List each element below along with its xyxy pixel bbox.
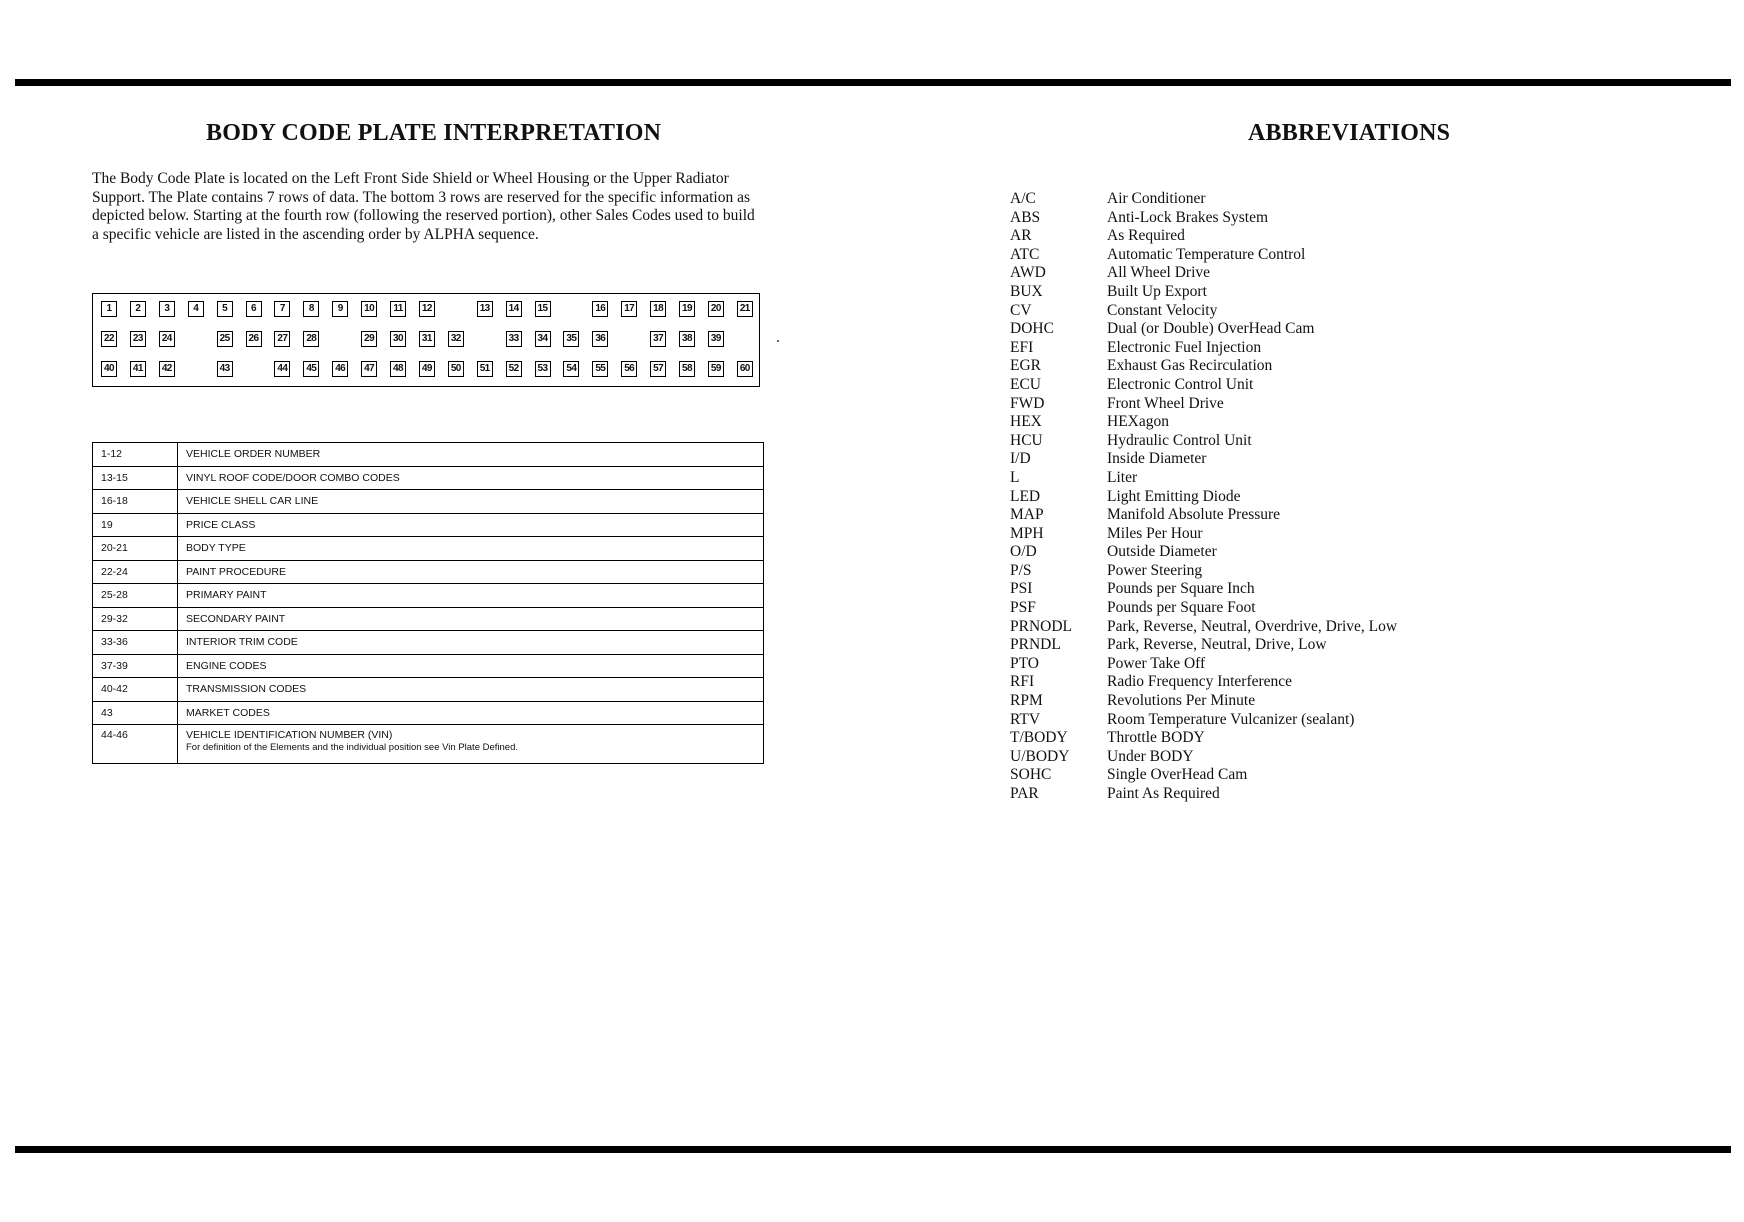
- plate-position-box: 24: [159, 331, 175, 347]
- description-cell: MARKET CODES: [178, 701, 764, 725]
- plate-position-box: 31: [419, 331, 435, 347]
- plate-position-box: 8: [303, 301, 319, 317]
- table-row: [93, 654, 764, 678]
- table-row: [93, 560, 764, 584]
- description-cell: VEHICLE ORDER NUMBER: [178, 443, 764, 467]
- position-range-cell: 19: [93, 513, 178, 537]
- abbreviation-code: PRNODL: [1010, 617, 1073, 635]
- abbreviation-code: ABS: [1010, 208, 1041, 226]
- list-item: [1010, 525, 1397, 544]
- abbreviation-meaning: Radio Frequency Interference: [1107, 673, 1293, 691]
- plate-position-box: 37: [650, 331, 666, 347]
- abbreviation-code: PRNDL: [1010, 636, 1061, 654]
- body-code-plate-diagram: [92, 293, 760, 387]
- list-item: [1010, 302, 1397, 321]
- list-item: [1010, 766, 1397, 785]
- abbreviation-meaning: As Required: [1107, 227, 1185, 245]
- abbreviation-code: AWD: [1010, 264, 1046, 282]
- position-range-cell: 22-24: [93, 560, 178, 584]
- plate-position-box: 18: [650, 301, 666, 317]
- plate-position-box: 48: [390, 361, 406, 377]
- abbreviation-code: ECU: [1010, 375, 1041, 393]
- abbreviation-meaning: Inside Diameter: [1107, 450, 1207, 468]
- abbreviation-code: SOHC: [1010, 766, 1052, 784]
- plate-position-box: 56: [621, 361, 637, 377]
- abbreviation-meaning: Throttle BODY: [1107, 729, 1205, 747]
- abbreviation-meaning: Power Steering: [1107, 561, 1203, 579]
- plate-position-box: 59: [708, 361, 724, 377]
- abbreviation-meaning: Pounds per Square Foot: [1107, 599, 1256, 617]
- abbreviations-title: ABBREVIATIONS: [1248, 120, 1451, 146]
- list-item: [1010, 209, 1397, 228]
- list-item: [1010, 227, 1397, 246]
- abbreviation-meaning: Pounds per Square Inch: [1107, 580, 1255, 598]
- list-item: [1010, 636, 1397, 655]
- plate-position-box: 44: [274, 361, 290, 377]
- abbreviation-code: ATC: [1010, 245, 1040, 263]
- abbreviation-code: A/C: [1010, 190, 1036, 207]
- plate-position-box: 42: [159, 361, 175, 377]
- plate-position-box: 13: [477, 301, 493, 317]
- description-cell: TRANSMISSION CODES: [178, 678, 764, 702]
- plate-position-box: 20: [708, 301, 724, 317]
- list-item: [1010, 283, 1397, 302]
- list-item: [1010, 748, 1397, 767]
- abbreviation-code: U/BODY: [1010, 747, 1070, 765]
- abbreviation-meaning: Park, Reverse, Neutral, Drive, Low: [1107, 636, 1327, 654]
- list-item: [1010, 785, 1397, 804]
- plate-position-box: 55: [592, 361, 608, 377]
- plate-position-box: 5: [217, 301, 233, 317]
- position-range-cell: 37-39: [93, 654, 178, 678]
- table-row: [93, 607, 764, 631]
- abbreviation-meaning: Outside Diameter: [1107, 543, 1217, 561]
- abbreviation-meaning: Park, Reverse, Neutral, Overdrive, Drive, Low: [1107, 617, 1398, 635]
- table-row: [93, 443, 764, 467]
- plate-position-box: 10: [361, 301, 377, 317]
- list-item: [1010, 264, 1397, 283]
- abbreviation-meaning: HEXagon: [1107, 413, 1169, 431]
- abbreviation-meaning: Single OverHead Cam: [1107, 766, 1248, 784]
- list-item: [1010, 413, 1397, 432]
- plate-position-box: 40: [101, 361, 117, 377]
- abbreviation-code: PAR: [1010, 785, 1039, 802]
- plate-position-box: 29: [361, 331, 377, 347]
- list-item: [1010, 190, 1397, 209]
- position-range-cell: 1-12: [93, 443, 178, 467]
- abbreviation-meaning: Constant Velocity: [1107, 301, 1218, 319]
- table-row: [93, 701, 764, 725]
- table-row: [93, 631, 764, 655]
- plate-position-box: 11: [390, 301, 406, 317]
- position-range-cell: 33-36: [93, 631, 178, 655]
- abbreviation-meaning: Hydraulic Control Unit: [1107, 431, 1252, 449]
- abbreviation-meaning: Light Emitting Diode: [1107, 487, 1241, 505]
- abbreviation-meaning: Front Wheel Drive: [1107, 394, 1224, 412]
- plate-position-box: 21: [737, 301, 753, 317]
- list-item: [1010, 450, 1397, 469]
- abbreviation-code: O/D: [1010, 543, 1037, 561]
- position-range-cell: 20-21: [93, 537, 178, 561]
- plate-position-box: 16: [592, 301, 608, 317]
- abbreviation-code: I/D: [1010, 450, 1031, 468]
- plate-position-box: 50: [448, 361, 464, 377]
- abbreviation-meaning: Electronic Control Unit: [1107, 375, 1254, 393]
- plate-position-box: 32: [448, 331, 464, 347]
- plate-position-box: 28: [303, 331, 319, 347]
- plate-position-box: 27: [274, 331, 290, 347]
- abbreviation-code: CV: [1010, 301, 1032, 319]
- position-range-cell: 43: [93, 701, 178, 725]
- list-item: [1010, 711, 1397, 730]
- table-row: [93, 678, 764, 702]
- plate-position-box: 14: [506, 301, 522, 317]
- abbreviation-meaning: Electronic Fuel Injection: [1107, 338, 1262, 356]
- abbreviation-meaning: Air Conditioner: [1107, 190, 1206, 207]
- description-cell: VINYL ROOF CODE/DOOR COMBO CODES: [178, 466, 764, 490]
- top-rule: [15, 79, 1731, 86]
- abbreviation-code: RPM: [1010, 692, 1043, 710]
- plate-position-box: 52: [506, 361, 522, 377]
- description-cell: SECONDARY PAINT: [178, 607, 764, 631]
- plate-position-box: 47: [361, 361, 377, 377]
- position-range-cell: 40-42: [93, 678, 178, 702]
- abbreviation-code: DOHC: [1010, 320, 1054, 338]
- plate-position-box: 51: [477, 361, 493, 377]
- abbreviation-code: RTV: [1010, 710, 1041, 728]
- abbreviations-list: [1010, 190, 1397, 804]
- plate-position-box: 26: [246, 331, 262, 347]
- plate-position-box: 17: [621, 301, 637, 317]
- plate-position-box: 45: [303, 361, 319, 377]
- description-cell: VEHICLE IDENTIFICATION NUMBER (VIN) For definition of the Elements and the individual position see Vin Plate Defined.: [178, 725, 764, 764]
- list-item: [1010, 506, 1397, 525]
- intro-paragraph: The Body Code Plate is located on the Left Front Side Shield or Wheel Housing or the Upper Radiator Support. The Plate contains 7 rows of data. The bottom 3 rows are reserved for the specific information as depicted below. Starting at the fourth row (following the reserved portion), other Sales Codes used to build a specific vehicle are listed in the ascending order by ALPHA sequence.: [92, 170, 755, 243]
- table-row: [93, 537, 764, 561]
- abbreviation-meaning: Anti-Lock Brakes System: [1107, 208, 1269, 226]
- position-range-cell: 13-15: [93, 466, 178, 490]
- abbreviation-meaning: Power Take Off: [1107, 654, 1206, 672]
- plate-position-box: 22: [101, 331, 117, 347]
- field-definition-table: [92, 442, 764, 764]
- list-item: [1010, 339, 1397, 358]
- abbreviation-meaning: Paint As Required: [1107, 785, 1220, 802]
- abbreviation-code: RFI: [1010, 673, 1035, 691]
- list-item: [1010, 432, 1397, 451]
- abbreviation-code: L: [1010, 468, 1020, 486]
- abbreviation-meaning: Exhaust Gas Recirculation: [1107, 357, 1273, 375]
- description-cell: BODY TYPE: [178, 537, 764, 561]
- abbreviation-meaning: Built Up Export: [1107, 282, 1207, 300]
- list-item: [1010, 580, 1397, 599]
- list-item: [1010, 599, 1397, 618]
- list-item: [1010, 543, 1397, 562]
- abbreviation-code: MPH: [1010, 524, 1044, 542]
- description-cell: ENGINE CODES: [178, 654, 764, 678]
- description-cell: INTERIOR TRIM CODE: [178, 631, 764, 655]
- list-item: [1010, 562, 1397, 581]
- plate-position-box: 53: [535, 361, 551, 377]
- plate-position-box: 15: [535, 301, 551, 317]
- plate-position-box: 54: [563, 361, 579, 377]
- list-item: [1010, 618, 1397, 637]
- plate-position-box: 25: [217, 331, 233, 347]
- plate-position-box: 12: [419, 301, 435, 317]
- plate-position-box: 43: [217, 361, 233, 377]
- plate-position-box: 7: [274, 301, 290, 317]
- description-cell: PRICE CLASS: [178, 513, 764, 537]
- plate-position-box: 33: [506, 331, 522, 347]
- list-item: [1010, 357, 1397, 376]
- abbreviation-meaning: Revolutions Per Minute: [1107, 692, 1256, 710]
- abbreviation-code: MAP: [1010, 506, 1044, 524]
- plate-position-box: 38: [679, 331, 695, 347]
- position-range-cell: 44-46: [93, 725, 178, 764]
- abbreviation-code: BUX: [1010, 282, 1043, 300]
- list-item: [1010, 488, 1397, 507]
- abbreviation-code: PSF: [1010, 599, 1036, 617]
- position-range-cell: 16-18: [93, 490, 178, 514]
- table-row: [93, 725, 764, 764]
- position-range-cell: 29-32: [93, 607, 178, 631]
- abbreviation-code: LED: [1010, 487, 1041, 505]
- list-item: [1010, 655, 1397, 674]
- abbreviation-code: P/S: [1010, 561, 1032, 579]
- description-cell: VEHICLE SHELL CAR LINE: [178, 490, 764, 514]
- abbreviation-meaning: Dual (or Double) OverHead Cam: [1107, 320, 1315, 338]
- abbreviation-meaning: Automatic Temperature Control: [1107, 245, 1306, 263]
- abbreviation-code: PTO: [1010, 654, 1040, 672]
- abbreviation-code: EGR: [1010, 357, 1041, 375]
- list-item: [1010, 692, 1397, 711]
- abbreviation-meaning: Room Temperature Vulcanizer (sealant): [1107, 710, 1355, 728]
- plate-position-box: 30: [390, 331, 406, 347]
- abbreviation-meaning: Manifold Absolute Pressure: [1107, 506, 1281, 524]
- abbreviation-code: HCU: [1010, 431, 1043, 449]
- abbreviation-code: FWD: [1010, 394, 1045, 412]
- plate-position-box: 35: [563, 331, 579, 347]
- table-row: [93, 466, 764, 490]
- plate-position-box: 60: [737, 361, 753, 377]
- abbreviation-meaning: Under BODY: [1107, 747, 1194, 765]
- plate-position-box: 6: [246, 301, 262, 317]
- bottom-rule: [15, 1146, 1731, 1153]
- plate-position-box: 49: [419, 361, 435, 377]
- plate-position-box: 57: [650, 361, 666, 377]
- list-item: [1010, 673, 1397, 692]
- plate-position-box: 4: [188, 301, 204, 317]
- plate-position-box: 19: [679, 301, 695, 317]
- list-item: [1010, 376, 1397, 395]
- plate-position-box: 36: [592, 331, 608, 347]
- list-item: [1010, 729, 1397, 748]
- table-row: [93, 584, 764, 608]
- description-cell: PAINT PROCEDURE: [178, 560, 764, 584]
- plate-position-box: 3: [159, 301, 175, 317]
- plate-position-box: 9: [332, 301, 348, 317]
- body-code-plate-title: BODY CODE PLATE INTERPRETATION: [206, 120, 662, 146]
- abbreviation-meaning: All Wheel Drive: [1107, 264, 1211, 282]
- abbreviation-meaning: Liter: [1107, 468, 1138, 486]
- abbreviation-code: HEX: [1010, 413, 1042, 431]
- abbreviation-code: EFI: [1010, 338, 1034, 356]
- description-note: For definition of the Elements and the individual position see Vin Plate Defined.: [186, 742, 519, 753]
- table-row: [93, 513, 764, 537]
- list-item: [1010, 246, 1397, 265]
- list-item: [1010, 395, 1397, 414]
- description-cell: PRIMARY PAINT: [178, 584, 764, 608]
- abbreviation-meaning: Miles Per Hour: [1107, 524, 1203, 542]
- abbreviation-code: AR: [1010, 227, 1032, 245]
- position-range-cell: 25-28: [93, 584, 178, 608]
- list-item: [1010, 320, 1397, 339]
- plate-position-box: 41: [130, 361, 146, 377]
- plate-position-box: 34: [535, 331, 551, 347]
- plate-position-box: 2: [130, 301, 146, 317]
- plate-position-box: 58: [679, 361, 695, 377]
- list-item: [1010, 469, 1397, 488]
- plate-position-box: 23: [130, 331, 146, 347]
- abbreviation-code: PSI: [1010, 580, 1033, 598]
- stray-dot: [777, 340, 779, 342]
- plate-position-box: 1: [101, 301, 117, 317]
- plate-position-box: 46: [332, 361, 348, 377]
- plate-position-box: 39: [708, 331, 724, 347]
- table-row: [93, 490, 764, 514]
- abbreviation-code: T/BODY: [1010, 729, 1068, 747]
